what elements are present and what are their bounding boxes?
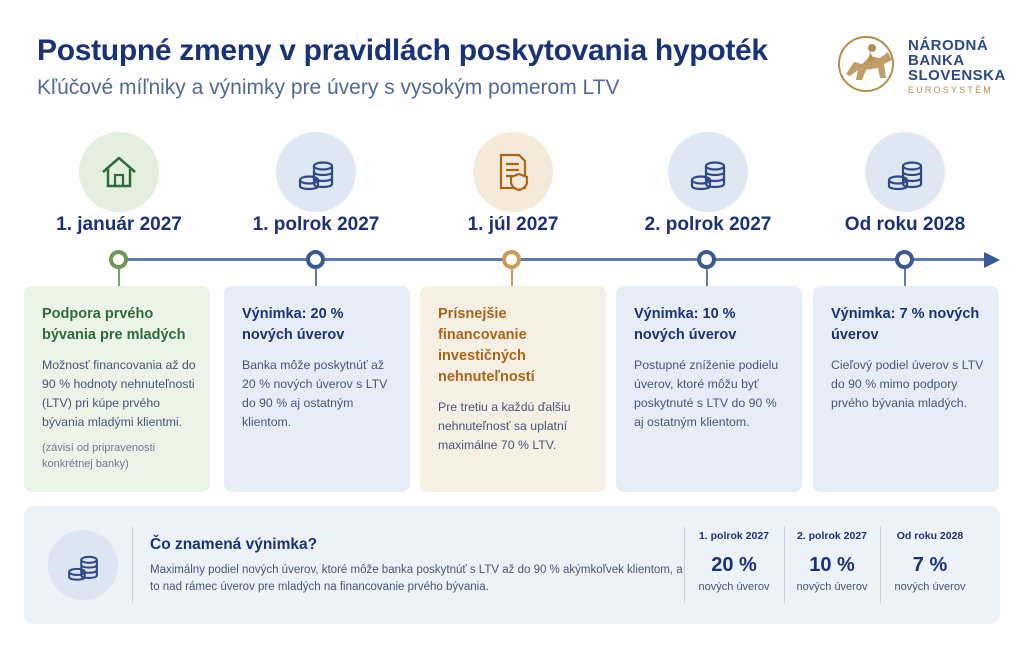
milestone-card-2 (224, 286, 410, 492)
milestone-dot-4 (697, 250, 716, 269)
milestone-card-5 (813, 286, 999, 492)
milestone-date-4: 2. polrok 2027 (644, 214, 772, 235)
exception-box (24, 506, 1000, 624)
stat-value: 10 % (809, 554, 855, 576)
coins-icon-circle-2 (668, 132, 748, 212)
coins-icon (294, 150, 338, 194)
card-text: Možnosť financovania až do 90 % hodnoty nehnuteľnosti (LTV) pri kúpe prvého bývania mladými klientmi. (42, 358, 196, 429)
coins-icon (64, 546, 102, 584)
card-title: Prísnejšie financovanie investičných nehnuteľností (438, 306, 535, 385)
connector-1 (118, 268, 120, 288)
milestone-date-1: 1. január 2027 (56, 214, 182, 235)
coins-icon-circle-1 (276, 132, 356, 212)
milestone-date-2: 1. polrok 2027 (252, 214, 380, 235)
coins-icon-circle-3 (865, 132, 945, 212)
divider (132, 526, 133, 604)
stat-label: 1. polrok 2027 (698, 530, 770, 542)
coins-icon (883, 150, 927, 194)
stat-3 (884, 530, 976, 593)
timeline-arrowhead (984, 252, 1000, 268)
milestone-date-3: 1. júl 2027 (467, 214, 559, 235)
nbs-logo (836, 30, 1006, 100)
logo-tagline: EUROSYSTÉM (908, 85, 994, 95)
stat-value: 20 % (711, 554, 757, 576)
logo-line-1: NÁRODNÁ (908, 37, 989, 54)
milestone-date-5: Od roku 2028 (844, 214, 966, 235)
coins-icon (686, 150, 730, 194)
logo-line-3: SLOVENSKA (908, 67, 1006, 84)
divider (684, 526, 685, 604)
card-text: Cieľový podiel úverov s LTV do 90 % mimo podpory prvého bývania mladých. (831, 358, 984, 410)
connector-3 (511, 268, 513, 288)
stat-unit: nových úverov (796, 581, 868, 593)
stat-unit: nových úverov (698, 581, 770, 593)
card-title: Výnimka: 10 % nových úverov (634, 306, 737, 343)
milestone-card-4 (616, 286, 802, 492)
stat-label: Od roku 2028 (896, 530, 964, 542)
page-subtitle: Kľúčové míľniky a výnimky pre úvery s vysokým pomerom LTV (37, 76, 620, 99)
connector-2 (315, 268, 317, 288)
horse-rider-logo-icon (836, 34, 904, 94)
stat-unit: nových úverov (894, 581, 966, 593)
house-icon (97, 150, 141, 194)
timeline-axis (118, 258, 988, 261)
card-text: Postupné zníženie podielu úverov, ktoré môžu byť poskytnuté s LTV do 90 % aj ostatným klientom. (634, 358, 779, 429)
milestone-card-3 (420, 286, 606, 492)
stat-value: 7 % (912, 554, 948, 576)
page-title: Postupné zmeny v pravidlách poskytovania hypoték (37, 34, 768, 67)
card-title: Výnimka: 7 % nových úverov (831, 306, 980, 343)
connector-4 (706, 268, 708, 288)
exception-heading: Čo znamená výnimka? (150, 536, 318, 553)
card-title: Podpora prvého bývania pre mladých (42, 306, 186, 343)
document-icon-circle (473, 132, 553, 212)
milestone-dot-1 (109, 250, 128, 269)
exception-text: Maximálny podiel nových úverov, ktoré môže banka poskytnúť s LTV až do 90 % akýmkoľvek klientom, a to nad rámec úverov pre mladých na financovanie prvého bývania. (150, 564, 683, 593)
milestone-dot-3 (502, 250, 521, 269)
milestone-card-1 (24, 286, 210, 492)
document-shield-icon (491, 150, 535, 194)
exception-icon-circle (48, 530, 118, 600)
house-icon-circle (79, 132, 159, 212)
card-title: Výnimka: 20 % nových úverov (242, 306, 345, 343)
divider (880, 526, 881, 604)
card-text: Banka môže poskytnúť až 20 % nových úverov s LTV do 90 % aj ostatným klientom. (242, 358, 388, 429)
stat-2 (786, 530, 878, 593)
milestone-dot-2 (306, 250, 325, 269)
logo-line-2: BANKA (908, 52, 965, 69)
card-note: (závisí od pripravenosti konkrétnej banky) (42, 442, 156, 470)
milestone-dot-5 (895, 250, 914, 269)
card-text: Pre tretiu a každú ďalšiu nehnuteľnosť sa uplatní maximálne 70 % LTV. (438, 400, 571, 452)
divider (784, 526, 785, 604)
stat-label: 2. polrok 2027 (796, 530, 868, 542)
connector-5 (904, 268, 906, 288)
stat-1 (688, 530, 780, 593)
